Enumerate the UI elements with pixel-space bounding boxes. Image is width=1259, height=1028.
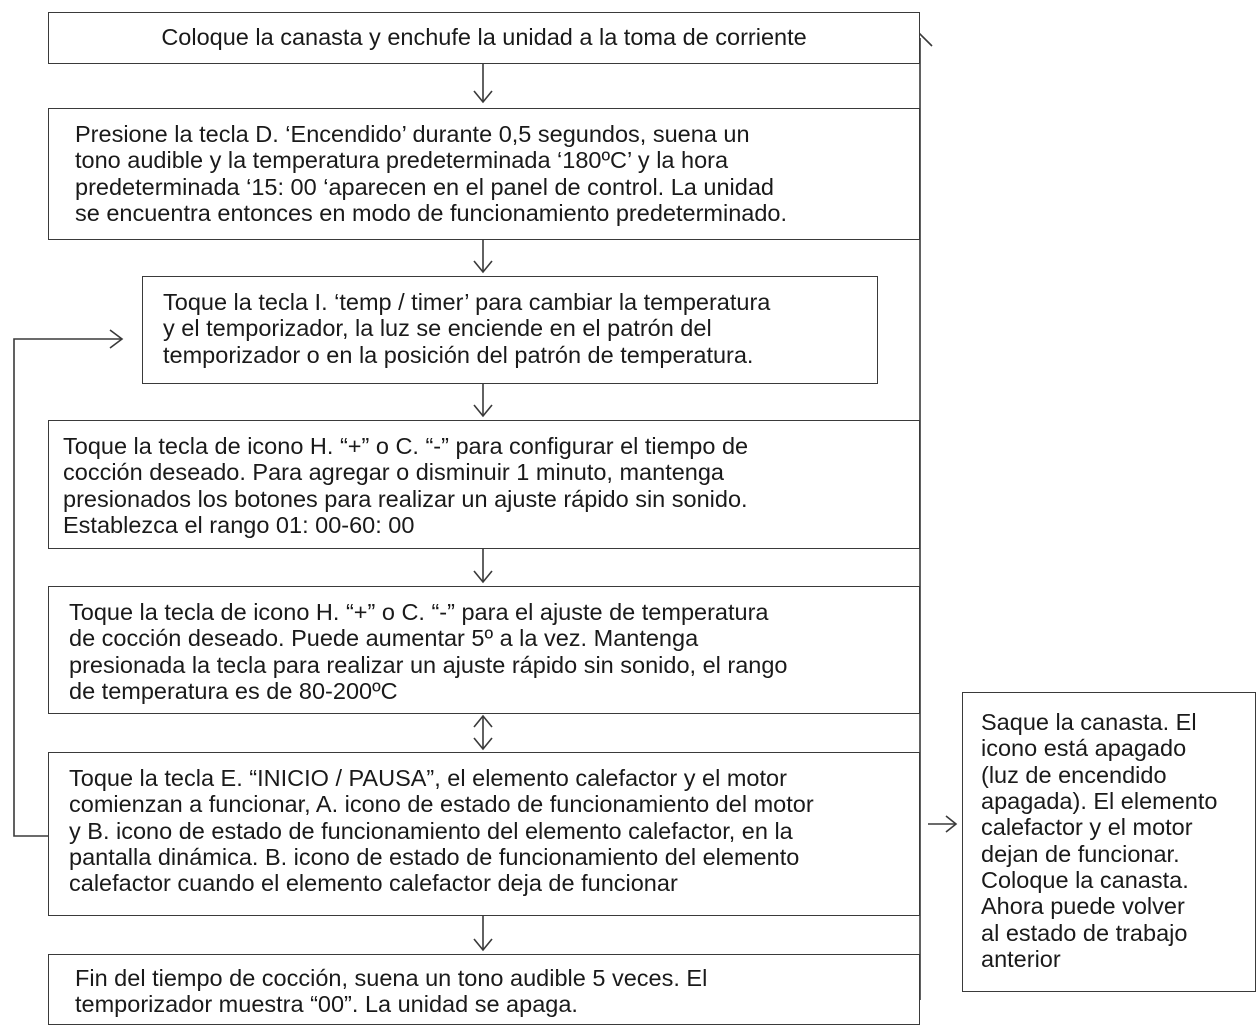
step-place-basket-text: Coloque la canasta y enchufe la unidad a la toma de corriente bbox=[161, 24, 807, 50]
step-set-time bbox=[48, 420, 920, 549]
arrow-to-remove-basket bbox=[928, 816, 956, 832]
arrow-step5-step6-bidirectional bbox=[474, 716, 492, 749]
step-start-pause bbox=[48, 752, 920, 916]
step-set-time-text: Toque la tecla de icono H. “+” o C. “-” para configurar el tiempo de cocción deseado. Para agregar o disminuir 1 minuto, mantenga presionados los botones para realizar un ajuste rápido sin sonido. Establezca el rango 01: 00-60: 00 bbox=[63, 433, 749, 538]
arrow-step3-to-step4 bbox=[474, 384, 492, 416]
step-remove-basket bbox=[962, 692, 1256, 992]
step-place-basket bbox=[48, 12, 920, 64]
step-temp-timer-key bbox=[142, 276, 878, 384]
arrow-step4-to-step5 bbox=[474, 549, 492, 582]
step-remove-basket-text: Saque la canasta. El icono está apagado (luz de encendido apagada). El elemento calefactor y el motor dejan de funcionar. Coloque la canasta. Ahora puede volver al estado de trabajo anterior bbox=[981, 709, 1218, 972]
step-set-temperature bbox=[48, 586, 920, 714]
step-power-on-text: Presione la tecla D. ‘Encendido’ durante 0,5 segundos, suena un tono audible y la temperatura predeterminada ‘180ºC’ y la hora predeterminada ‘15: 00 ‘aparecen en el panel de control. La unidad se encuentra entonces en modo de funcionamiento predeterminado. bbox=[75, 121, 787, 226]
step-end-cooking bbox=[48, 954, 920, 1025]
arrow-step1-to-step2 bbox=[474, 64, 492, 102]
step-end-cooking-text: Fin del tiempo de cocción, suena un tono audible 5 veces. El temporizador muestra “00”. La unidad se apaga. bbox=[75, 965, 708, 1018]
arrow-step6-to-step7 bbox=[474, 916, 492, 950]
step-start-pause-text: Toque la tecla E. “INICIO / PAUSA”, el elemento calefactor y el motor comienzan a funcionar, A. icono de estado de funcionamiento del motor y B. icono de estado de funcionamiento del elemento calefactor, en la pantalla dinámica. B. icono de estado de funcionamiento del elemento calefactor cuando el elemento calefactor deja de funcionar bbox=[69, 765, 814, 897]
step-power-on bbox=[48, 108, 920, 240]
step-set-temperature-text: Toque la tecla de icono H. “+” o C. “-” para el ajuste de temperatura de cocción deseado. Puede aumentar 5º a la vez. Mantenga presionada la tecla para realizar un ajuste rápido sin sonido, el rango de temperatura es de 80-200ºC bbox=[69, 599, 788, 704]
arrow-step2-to-step3 bbox=[474, 240, 492, 272]
step-temp-timer-key-text: Toque la tecla I. ‘temp / timer’ para cambiar la temperatura y el temporizador, la luz se enciende en el patrón del temporizador o en la posición del patrón de temperatura. bbox=[163, 289, 771, 368]
